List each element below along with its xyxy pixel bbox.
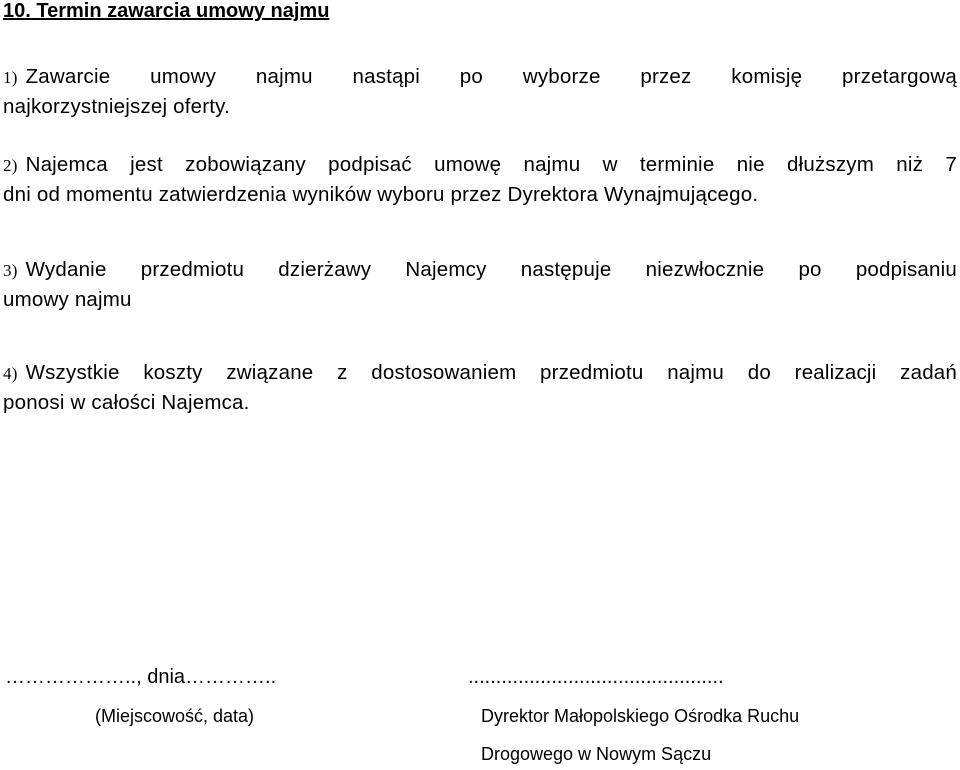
item-number: 4) bbox=[3, 364, 18, 383]
signature-place-date-caption: (Miejscowość, data) bbox=[95, 706, 255, 726]
item-text-line-1: Najemca jest zobowiązany podpisać umowę najmu w terminie nie dłuższym niż 7 bbox=[25, 153, 957, 176]
list-item-2 bbox=[3, 150, 957, 209]
item-number: 3) bbox=[3, 261, 18, 280]
item-text-line-2: najkorzystniejszej oferty. bbox=[3, 95, 230, 118]
line-1 bbox=[3, 255, 957, 285]
item-text-line-2: umowy najmu bbox=[3, 288, 132, 311]
list-item-1 bbox=[3, 62, 957, 121]
list-item-4 bbox=[3, 358, 957, 417]
item-text-line-1: Wszystkie koszty związane z dostosowaniem przedmiotu najmu do realizacji zadań bbox=[25, 361, 957, 384]
signature-director-caption-1: Dyrektor Małopolskiego Ośrodka Ruchu bbox=[481, 706, 800, 726]
item-text-line-1: Zawarcie umowy najmu nastąpi po wyborze przez komisję przetargową bbox=[25, 65, 957, 88]
signature-place-date-line: ……………….., dnia………….. bbox=[5, 666, 277, 688]
section-heading: 10. Termin zawarcia umowy najmu bbox=[3, 0, 330, 22]
list-item-3 bbox=[3, 255, 957, 314]
item-text-line-1: Wydanie przedmiotu dzierżawy Najemcy następuje niezwłocznie po podpisaniu bbox=[25, 258, 957, 281]
item-number: 2) bbox=[3, 156, 18, 175]
line-1 bbox=[3, 62, 957, 92]
signature-director-line: .............................................. bbox=[468, 666, 724, 688]
line-1 bbox=[3, 358, 957, 388]
signature-director-caption-2: Drogowego w Nowym Sączu bbox=[481, 744, 712, 764]
item-text-line-2: dni od momentu zatwierdzenia wyników wyboru przez Dyrektora Wynajmującego. bbox=[3, 183, 759, 206]
item-text-line-2: ponosi w całości Najemca. bbox=[3, 391, 250, 414]
line-1 bbox=[3, 150, 957, 180]
item-number: 1) bbox=[3, 68, 18, 87]
